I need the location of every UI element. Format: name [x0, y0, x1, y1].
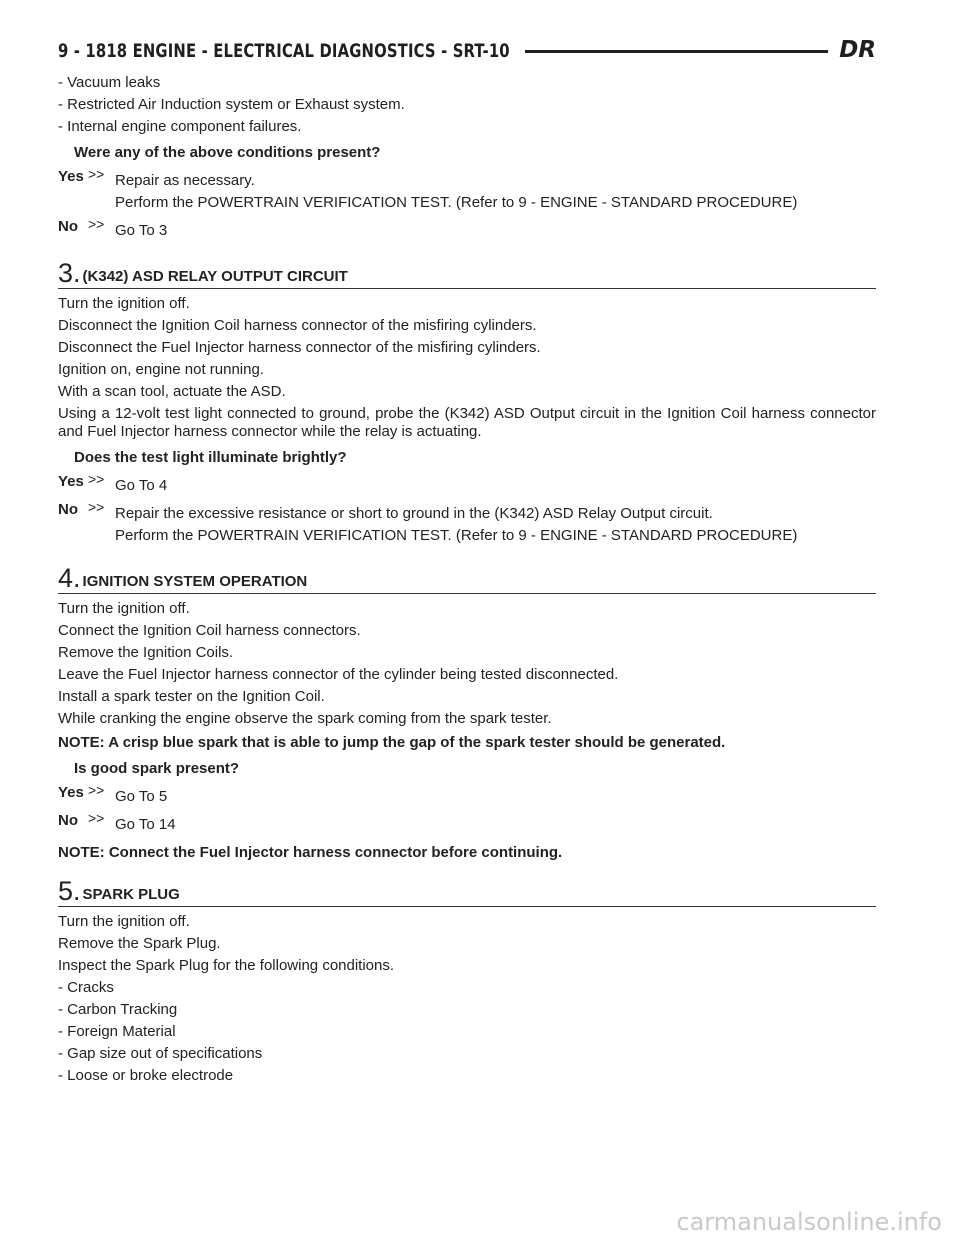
step-number: 3. — [58, 258, 81, 288]
page-header — [58, 36, 876, 66]
answer-label: Yes — [58, 473, 84, 490]
step-line: Remove the Ignition Coils. — [58, 644, 234, 661]
answer-text: Go To 5 — [115, 788, 168, 805]
answer-no — [58, 812, 876, 838]
step-line: Using a 12-volt test light connected to ground, probe the (K342) ASD Output circuit in the Ignition Coil harness connector and Fuel Injector harness connector while the relay is actuating. — [58, 405, 876, 440]
step-line: Remove the Spark Plug. — [58, 935, 221, 952]
answer-text: Go To 14 — [115, 816, 176, 833]
step-line: Turn the ignition off. — [58, 295, 190, 312]
intro-line: - Vacuum leaks — [58, 74, 161, 91]
step-line: - Loose or broke electrode — [58, 1067, 234, 1084]
arrow-glyph: >> — [88, 166, 105, 182]
arrow-glyph: >> — [88, 782, 105, 798]
answer-text: Perform the POWERTRAIN VERIFICATION TEST. (Refer to 9 - ENGINE - STANDARD PROCEDURE) — [115, 527, 798, 544]
step-line: Inspect the Spark Plug for the following conditions. — [58, 957, 395, 974]
answer-text: Repair as necessary. — [115, 172, 255, 189]
step-title: SPARK PLUG — [82, 886, 180, 903]
step-line: - Gap size out of specifications — [58, 1045, 263, 1062]
step-title: (K342) ASD RELAY OUTPUT CIRCUIT — [82, 268, 348, 285]
document-body — [58, 74, 876, 1089]
arrow-glyph: >> — [88, 499, 105, 515]
step-line: Install a spark tester on the Ignition Coil. — [58, 688, 325, 705]
step-line: Disconnect the Fuel Injector harness connector of the misfiring cylinders. — [58, 339, 541, 356]
answer-no — [58, 218, 876, 244]
step-line: Leave the Fuel Injector harness connector of the cylinder being tested disconnected. — [58, 666, 619, 683]
question: Does the test light illuminate brightly? — [74, 449, 347, 466]
question: Were any of the above conditions present? — [74, 144, 381, 161]
step-line: Turn the ignition off. — [58, 913, 190, 930]
answer-label: Yes — [58, 168, 84, 185]
step-line: Connect the Ignition Coil harness connectors. — [58, 622, 361, 639]
answer-label: No — [58, 501, 78, 518]
step-line: - Carbon Tracking — [58, 1001, 178, 1018]
note: NOTE: Connect the Fuel Injector harness connector before continuing. — [58, 844, 563, 861]
answer-yes — [58, 473, 876, 499]
note: NOTE: A crisp blue spark that is able to jump the gap of the spark tester should be generated. — [58, 734, 726, 751]
step-number: 4. — [58, 563, 81, 593]
watermark: carmanualsonline.info — [676, 1208, 942, 1236]
answer-label: No — [58, 218, 78, 235]
arrow-glyph: >> — [88, 471, 105, 487]
answer-text: Repair the excessive resistance or short to ground in the (K342) ASD Relay Output circuit. — [115, 505, 713, 522]
step-heading — [58, 878, 876, 907]
answer-no — [58, 501, 876, 549]
answer-text: Go To 4 — [115, 477, 168, 494]
answer-yes — [58, 168, 876, 216]
step-number: 5. — [58, 876, 81, 906]
intro-line: - Internal engine component failures. — [58, 118, 302, 135]
arrow-glyph: >> — [88, 810, 105, 826]
step-title: IGNITION SYSTEM OPERATION — [82, 573, 308, 590]
answer-text: Go To 3 — [115, 222, 168, 239]
page-title: 9 - 1818 ENGINE - ELECTRICAL DIAGNOSTICS - SRT-10 — [58, 40, 510, 62]
header-logo: DR — [839, 37, 876, 63]
step-line: - Cracks — [58, 979, 114, 996]
step-heading — [58, 565, 876, 594]
answer-label: No — [58, 812, 78, 829]
step-heading — [58, 260, 876, 289]
step-line: With a scan tool, actuate the ASD. — [58, 383, 286, 400]
question: Is good spark present? — [74, 760, 240, 777]
arrow-glyph: >> — [88, 216, 105, 232]
answer-yes — [58, 784, 876, 810]
answer-label: Yes — [58, 784, 84, 801]
step-line: Turn the ignition off. — [58, 600, 190, 617]
step-line: Ignition on, engine not running. — [58, 361, 264, 378]
header-rule — [525, 50, 828, 53]
step-line: While cranking the engine observe the spark coming from the spark tester. — [58, 710, 552, 727]
intro-line: - Restricted Air Induction system or Exhaust system. — [58, 96, 405, 113]
answer-text: Perform the POWERTRAIN VERIFICATION TEST. (Refer to 9 - ENGINE - STANDARD PROCEDURE) — [115, 194, 798, 211]
step-line: - Foreign Material — [58, 1023, 176, 1040]
step-line: Disconnect the Ignition Coil harness connector of the misfiring cylinders. — [58, 317, 537, 334]
